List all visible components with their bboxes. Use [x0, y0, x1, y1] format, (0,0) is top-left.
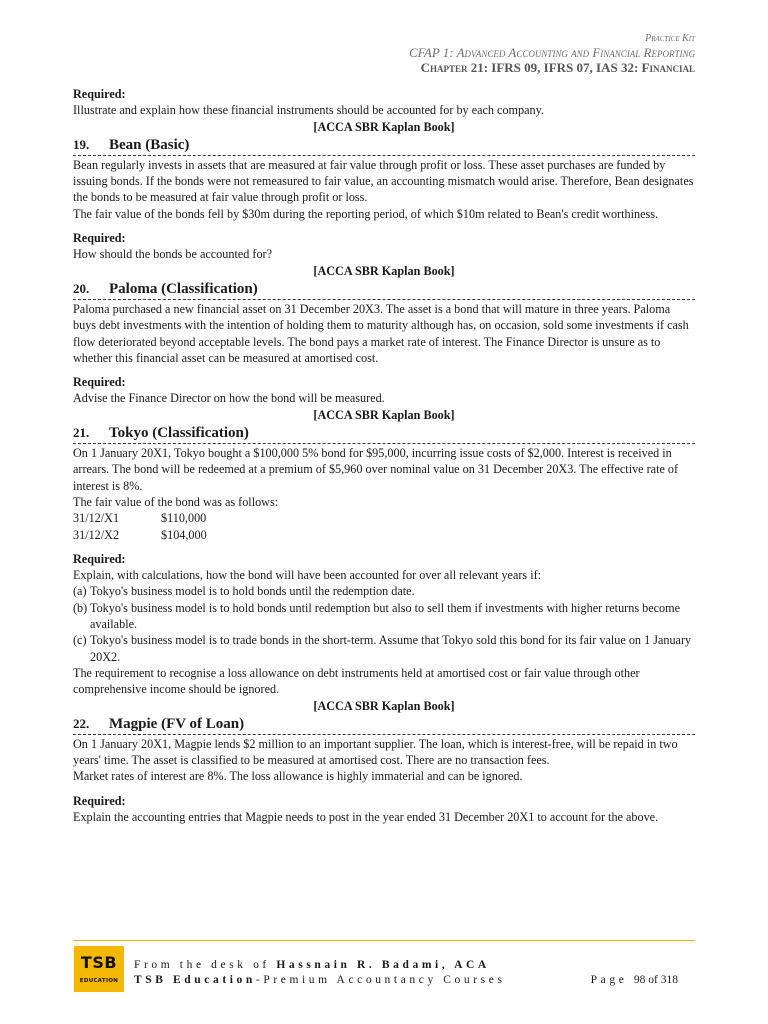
footer-author-line: [134, 958, 506, 973]
list-item: [73, 583, 695, 599]
question-heading: [73, 714, 695, 735]
header-course-title: CFAP 1: Advanced Accounting and Financial Reporting: [408, 45, 695, 60]
required-label: Required:: [73, 551, 126, 566]
question-paragraph: On 1 January 20X1, Magpie lends $2 million to an important supplier. The loan, which is interest-free, will be repaid in two years' time. The asset is classified to be measured at amortised cost. There are no transaction fees.: [73, 736, 678, 768]
footer-tagline: -Premium Accountancy Courses: [255, 974, 506, 986]
required-label: Required:: [73, 231, 126, 246]
required-label: Required:: [73, 375, 126, 390]
source-note: [ACCA SBR Kaplan Book]: [313, 119, 455, 134]
footer-credit: [134, 958, 506, 988]
source-note: [ACCA SBR Kaplan Book]: [313, 263, 455, 278]
fair-value-date: 31/12/X2: [73, 527, 120, 542]
source-note: [ACCA SBR Kaplan Book]: [313, 407, 455, 422]
page-total: of 318: [645, 974, 678, 986]
list-text: Tokyo's business model is to trade bonds in the short-term. Assume that Tokyo sold this bond for its fair value on 1 January 20X2.: [90, 633, 692, 664]
footer-org-line: [134, 973, 506, 988]
question-paragraph: Market rates of interest are 8%. The loss allowance is highly immaterial and can be ignored.: [73, 769, 523, 784]
question-title: Magpie (FV of Loan): [109, 715, 245, 732]
header-chapter-title: Chapter 21: IFRS 09, IFRS 07, IAS 32: Financial: [420, 60, 695, 75]
required-text: Explain, with calculations, how the bond will have been accounted for over all relevant years if:: [73, 568, 542, 583]
question-paragraph: The fair value of the bonds fell by $30m during the reporting period, of which $10m related to Bean's credit worthiness.: [73, 206, 659, 221]
logo-text: TSB: [80, 953, 118, 972]
question-heading: [73, 423, 695, 444]
required-label: Required:: [73, 87, 126, 101]
footer-rule: [73, 940, 695, 941]
question-paragraph: The fair value of the bond was as follows:: [73, 494, 279, 509]
question-number: 21.: [73, 425, 90, 441]
question-number: 19.: [73, 136, 90, 152]
question-paragraph: On 1 January 20X1, Tokyo bought a $100,000 5% bond for $95,000, incurring issue costs of $2,000. Interest is received in arrears. The bond will be redeemed at a premium of $5,960 over nominal value on 31 December 20X3. The effective rate of interest is 8%.: [73, 446, 679, 493]
tsb-logo: [74, 946, 124, 992]
question-title: Paloma (Classification): [109, 280, 258, 297]
list-marker: (b): [73, 600, 88, 615]
required-text: Explain the accounting entries that Magpie needs to post in the year ended 31 December 20X1 to account for the above.: [73, 809, 659, 824]
question-heading: [73, 279, 695, 300]
list-text: Tokyo's business model is to hold bonds until the redemption date.: [90, 584, 415, 599]
required-text: How should the bonds be accounted for?: [73, 247, 273, 262]
list-marker: (a): [73, 584, 87, 599]
list-text: Tokyo's business model is to hold bonds until redemption but also to sell them if investments with higher returns become available.: [90, 600, 680, 632]
fair-value-row: [73, 510, 695, 526]
required-text: Illustrate and explain how these financial instruments should be accounted for by each company.: [73, 103, 544, 118]
fair-value-amount: $110,000: [161, 511, 207, 526]
source-note: [ACCA SBR Kaplan Book]: [313, 698, 455, 713]
page-label: Page: [590, 974, 634, 986]
page-current: 98: [633, 974, 646, 986]
question-paragraph: The requirement to recognise a loss allowance on debt instruments held at amortised cost or fair value through other comprehensive income should be ignored.: [73, 665, 640, 697]
question-title: Bean (Basic): [109, 136, 190, 153]
page-number: [591, 973, 678, 988]
question-paragraph: Paloma purchased a new financial asset on 31 December 20X3. The asset is a bond that will mature in three years. Paloma buys debt investments with the intention of holding them to maturity although has, on occasion, sold some investments if cash flow deteriorated beyond acceptable levels. The bond pays a market rate of interest. The Finance Director is unsure as to whether this financial asset can be measured at amortised cost.: [73, 301, 689, 365]
list-item: [73, 632, 695, 665]
header-kit-label: Practice Kit: [645, 33, 695, 44]
list-marker: (c): [73, 633, 87, 648]
footer-desk-prefix: From the desk of: [134, 959, 277, 971]
question-number: 22.: [73, 715, 90, 731]
question-paragraph: Bean regularly invests in assets that are measured at fair value through profit or loss. These asset purchases are funded by issuing bonds. If the bonds were not remeasured to fair value, an accounting mismatch would arise. Therefore, Bean designates the bonds to be measured at fair value through profit or loss.: [73, 157, 694, 205]
required-text: Advise the Finance Director on how the bond will be measured.: [73, 391, 385, 406]
list-item: [73, 600, 695, 633]
footer-author: Hassnain R. Badami, ACA: [276, 959, 490, 971]
question-heading: [73, 135, 695, 156]
page-content: [73, 86, 695, 825]
required-label: Required:: [73, 793, 126, 808]
question-title: Tokyo (Classification): [109, 425, 249, 442]
logo-subtext: EDUCATION: [79, 978, 119, 984]
footer-org: TSB Education: [134, 974, 256, 986]
fair-value-amount: $104,000: [161, 527, 207, 542]
fair-value-row: [73, 527, 695, 543]
fair-value-date: 31/12/X1: [73, 511, 120, 526]
question-number: 20.: [73, 280, 90, 296]
running-header: [409, 33, 695, 75]
